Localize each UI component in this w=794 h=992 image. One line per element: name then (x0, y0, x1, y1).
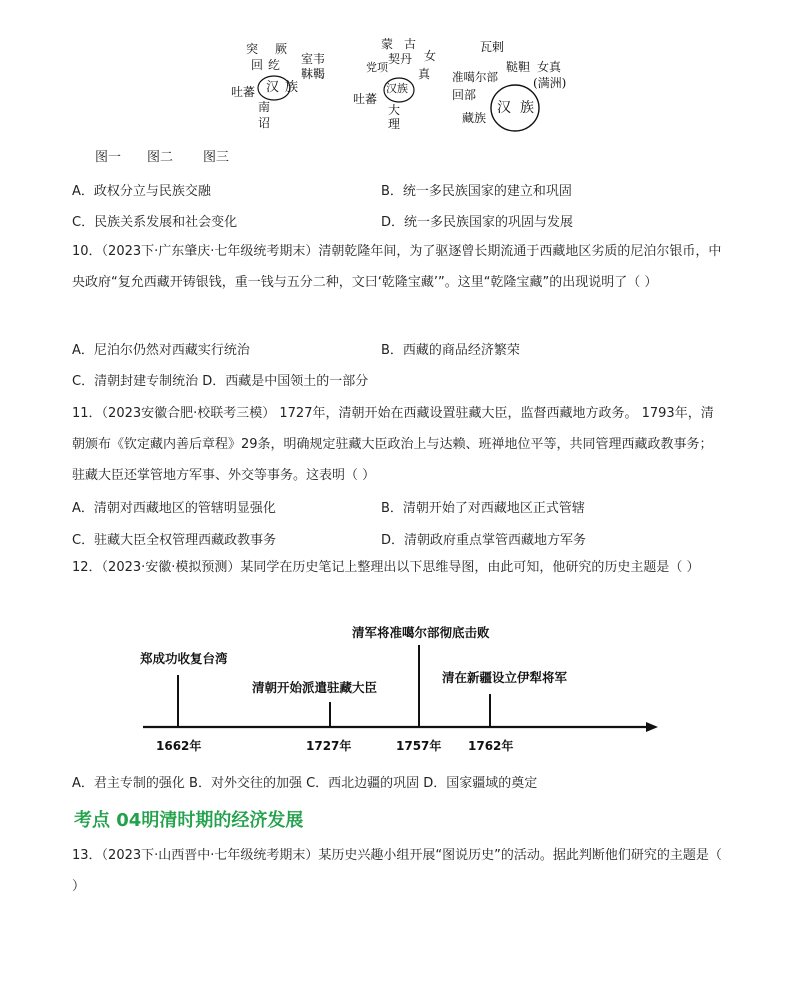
fig3-label: 回部 (452, 88, 477, 102)
timeline-event-label: 清在新疆设立伊犁将军 (442, 670, 568, 685)
q13-stem: 13．（2023下·山西晋中·七年级统考期末）某历史兴趣小组开展“图说历史”的活动。据此判断他们研究的主题是（ ） (72, 848, 722, 894)
caption-fig2: 图二 (147, 150, 174, 165)
fig3-label: 瓦剌 (480, 40, 505, 54)
fig1-label: 厥 (275, 42, 288, 56)
fig3-label: (满洲) (533, 76, 567, 90)
timeline-event-label: 清军将准噶尔部彻底击败 (352, 625, 490, 640)
timeline-year-label: 1662年 (156, 739, 202, 753)
q12-options: A．君主专制的强化 B．对外交往的加强 C．西北边疆的巩固 D．国家疆域的奠定 (72, 776, 538, 791)
fig2-label: 理 (388, 117, 401, 131)
fig1-label: 吐蕃 (231, 85, 256, 99)
fig1-label: 汉 (266, 80, 280, 95)
fig2-label: 大 (388, 103, 401, 117)
timeline-year-label: 1757年 (396, 739, 442, 753)
timeline-year-label: 1762年 (468, 739, 514, 753)
q11-option-a: A．清朝对西藏地区的管辖明显强化 (72, 501, 276, 516)
fig1-label: 纥 (268, 58, 281, 72)
fig1-label: 南 (258, 100, 271, 114)
q9-option-b: B．统一多民族国家的建立和巩固 (381, 184, 572, 199)
q11-option-c: C．驻藏大臣全权管理西藏政教事务 (72, 533, 277, 548)
fig2-label: 真 (418, 67, 431, 81)
fig1-label: 回 (251, 58, 264, 72)
timeline-year-label: 1727年 (306, 739, 352, 753)
fig2-label: 党项 (366, 61, 388, 74)
fig3-label: 藏族 (462, 111, 487, 125)
section-heading: 考点 04明清时期的经济发展 (74, 810, 304, 831)
fig2-label: 女 (424, 49, 437, 63)
q11-option-d: D．清朝政府重点掌管西藏地方军务 (381, 533, 587, 548)
fig1-label: 族 (285, 80, 299, 95)
q10-option-a: A．尼泊尔仍然对西藏实行统治 (72, 343, 250, 358)
fig1-label: 突 (246, 42, 259, 56)
fig1-label: 诏 (258, 116, 271, 130)
q12-stem: 12．（2023·安徽·模拟预测）某同学在历史笔记上整理出以下思维导图，由此可知，他研究的历史主题是（ ） (72, 560, 700, 575)
q10-stem: 10．（2023下·广东肇庆·七年级统考期末）清朝乾隆年间，为了驱逐曾长期流通于西藏地区劣质的尼泊尔银币，中央政府“复允西藏开铸银钱，重一钱与五分二种，文曰‘乾隆宝藏’”。这里“乾隆宝藏”的出现说明了（ ） (72, 244, 722, 290)
fig2-label: 蒙 (381, 37, 394, 51)
timeline-event-label: 清朝开始派遣驻藏大臣 (252, 680, 378, 695)
timeline-event-label: 郑成功收复台湾 (140, 651, 228, 666)
timeline-arrow (646, 722, 658, 732)
q10-option-b: B．西藏的商品经济繁荣 (381, 343, 520, 358)
caption-fig3: 图三 (203, 150, 230, 165)
fig2-label: 契丹 (388, 52, 413, 66)
q9-option-d: D．统一多民族国家的巩固与发展 (381, 215, 574, 230)
fig2-label: 吐蕃 (353, 92, 378, 106)
q9-option-a: A．政权分立与民族交融 (72, 184, 211, 199)
fig3-label: 准噶尔部 (452, 70, 498, 84)
timeline-diagram (0, 615, 794, 765)
fig3-label: 汉 (497, 100, 511, 116)
fig3-label: 女真 (537, 60, 562, 74)
q10-option-cd: C．清朝封建专制统治 D．西藏是中国领土的一部分 (72, 374, 369, 389)
fig2-label: 古 (404, 37, 417, 51)
q11-option-b: B．清朝开始了对西藏地区正式管辖 (381, 501, 585, 516)
fig1-label: 室韦 (301, 52, 326, 66)
fig1-label: 靺鞨 (301, 67, 326, 81)
fig3-label: 鞑靼 (506, 60, 531, 74)
caption-fig1: 图一 (95, 150, 122, 165)
q9-option-c: C．民族关系发展和社会变化 (72, 215, 238, 230)
q11-stem: 11．（2023安徽合肥·校联考三模） 1727年，清朝开始在西藏设置驻藏大臣，监督西藏地方政务。 1793年，清朝颁布《钦定藏内善后章程》29条，明确规定驻藏大臣政治上与达赖、班禅地位平等，共同管理西藏政教事务；驻藏大臣还掌管地方军事、外交等事务。这表明（ ） (72, 406, 714, 483)
fig3-label: 族 (520, 100, 534, 116)
fig2-label: 汉族 (386, 82, 408, 95)
